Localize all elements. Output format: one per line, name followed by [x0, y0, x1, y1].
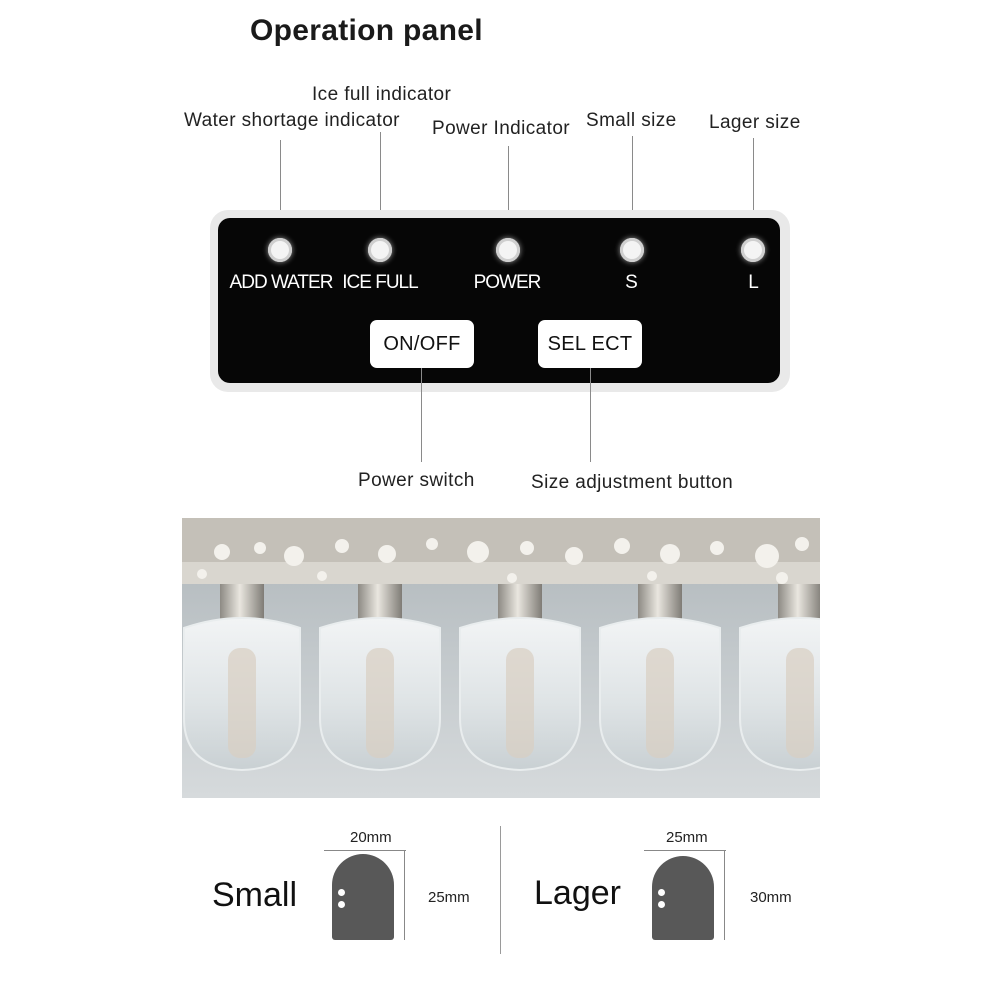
- ice-full-callout: Ice full indicator: [312, 84, 452, 105]
- power-indicator-callout: Power Indicator: [432, 118, 571, 139]
- small-height-dimension: 25mm: [428, 889, 470, 906]
- select-button[interactable]: SEL ECT: [538, 320, 642, 368]
- ice-full-label: ICE FULL: [342, 272, 418, 293]
- large-size-led: [741, 238, 765, 262]
- power-led: [496, 238, 520, 262]
- large-size-label: L: [748, 272, 758, 293]
- small-cube-shape: [332, 854, 394, 940]
- size-adjustment-leader-line: [590, 368, 591, 462]
- water-shortage-callout: Water shortage indicator: [184, 110, 400, 131]
- large-cube-dot-icon: [658, 901, 665, 908]
- large-width-dimension: 25mm: [666, 829, 708, 846]
- small-height-line: [404, 850, 405, 940]
- large-cube-dot-icon: [658, 889, 665, 896]
- small-width-dimension: 20mm: [350, 829, 392, 846]
- small-size-callout: Small size: [586, 110, 677, 131]
- small-size-title: Small: [212, 876, 298, 914]
- ice-full-led: [368, 238, 392, 262]
- small-cube-dot-icon: [338, 901, 345, 908]
- power-label: POWER: [473, 272, 541, 293]
- large-height-line: [724, 850, 725, 940]
- ice-cubes-photo: [182, 518, 820, 798]
- lager-size-callout: Lager size: [709, 112, 801, 133]
- add-water-label: ADD WATER: [229, 272, 333, 293]
- power-switch-callout: Power switch: [358, 470, 475, 491]
- large-height-dimension: 30mm: [750, 889, 792, 906]
- small-size-label: S: [625, 272, 637, 293]
- ice-cubes-illustration: [182, 518, 820, 798]
- small-cube-dot-icon: [338, 889, 345, 896]
- small-size-led: [620, 238, 644, 262]
- on-off-button[interactable]: ON/OFF: [370, 320, 474, 368]
- large-cube-shape: [652, 856, 714, 940]
- large-width-line: [644, 850, 726, 851]
- page-title: Operation panel: [250, 14, 483, 47]
- power-switch-leader-line: [421, 368, 422, 462]
- size-divider: [500, 826, 501, 954]
- small-width-line: [324, 850, 406, 851]
- add-water-led: [268, 238, 292, 262]
- large-size-title: Lager: [534, 874, 621, 912]
- size-adjustment-callout: Size adjustment button: [531, 472, 734, 493]
